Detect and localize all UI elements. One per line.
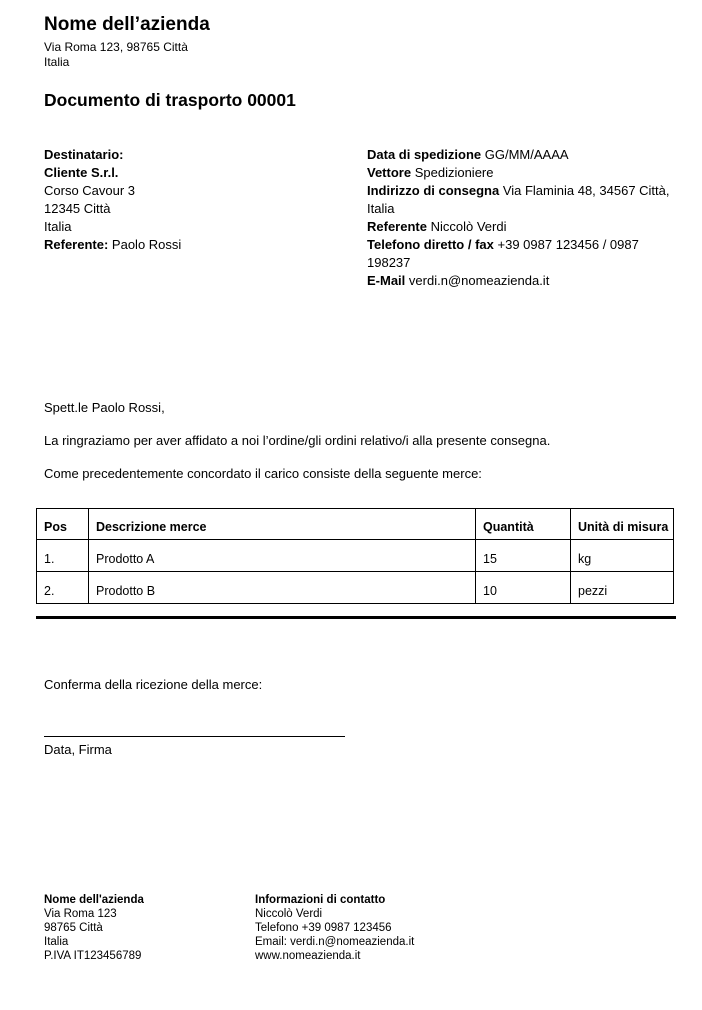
letter-body [44,399,664,498]
footer-company-name: Nome dell'azienda [44,894,144,906]
confirmation-label: Conferma della ricezione della merce: [44,677,263,692]
recipient-contact-value: Paolo Rossi [111,237,182,252]
shipping-field-value: Spedizioniere [414,165,494,180]
col-header-unit: Unità di misura [571,509,674,540]
shipping-field-label: E-Mail [367,273,406,288]
col-header-quantity: Quantità [476,509,571,540]
company-address-line: Via Roma 123, 98765 Città [44,40,188,54]
goods-table [36,508,674,604]
signature-caption: Data, Firma [44,742,112,757]
shipping-field-delivery-address [367,182,679,218]
table-row [37,572,674,604]
recipient-contact [44,236,367,254]
footer-contact-phone: Telefono +39 0987 123456 [255,922,392,934]
cell-description: Prodotto B [89,572,476,604]
shipping-block [367,146,679,290]
cell-pos: 1. [37,540,89,572]
info-columns [44,146,679,290]
shipping-field-contact [367,218,679,236]
shipping-field-date [367,146,679,164]
shipping-field-phone-fax [367,236,679,272]
footer-company-country: Italia [44,936,69,948]
shipping-field-email [367,272,679,290]
cell-quantity: 15 [476,540,571,572]
cell-quantity: 10 [476,572,571,604]
company-country: Italia [44,55,70,69]
cell-unit: pezzi [571,572,674,604]
shipping-field-value: verdi.n@nomeazienda.it [408,273,550,288]
footer-contact-email: Email: verdi.n@nomeazienda.it [255,936,415,948]
recipient-city: 12345 Città [44,201,111,216]
footer-company-street: Via Roma 123 [44,908,117,920]
shipping-field-label: Referente [367,219,427,234]
shipping-field-label: Telefono diretto / fax [367,237,494,252]
page-footer [44,893,414,963]
recipient-street: Corso Cavour 3 [44,183,136,198]
thanks-paragraph: La ringraziamo per aver affidato a noi l’ordine/gli ordini relativo/i alla presente consegna. [44,433,551,448]
document-title: Documento di trasporto 00001 [44,90,296,110]
col-header-pos: Pos [37,509,89,540]
footer-contact-person: Niccolò Verdi [255,908,323,920]
footer-company-city: 98765 Città [44,922,103,934]
recipient-label: Destinatario: [44,147,124,162]
salutation: Spett.le Paolo Rossi, [44,400,165,415]
cell-unit: kg [571,540,674,572]
section-divider-rule [36,616,676,619]
shipping-field-value: Via Flaminia 48, 34567 Città, Italia [367,183,670,216]
footer-contact-block [255,893,414,963]
footer-contact-title: Informazioni di contatto [255,894,386,906]
cell-description: Prodotto A [89,540,476,572]
recipient-country: Italia [44,219,72,234]
goods-table-header-row [37,509,674,540]
shipping-field-label: Indirizzo di consegna [367,183,500,198]
shipping-field-label: Data di spedizione [367,147,482,162]
recipient-name: Cliente S.r.l. [44,165,119,180]
intro-paragraph: Come precedentemente concordato il carico consiste della seguente merce: [44,466,482,481]
shipping-field-value: Niccolò Verdi [430,219,507,234]
cell-pos: 2. [37,572,89,604]
footer-company-block [44,893,255,963]
footer-contact-website: www.nomeazienda.it [255,950,361,962]
recipient-block [44,146,367,290]
shipping-field-value: GG/MM/AAAA [484,147,569,162]
shipping-field-value: +39 0987 123456 / 0987 198237 [367,237,639,270]
company-name: Nome dell’azienda [44,14,210,35]
signature-line [44,736,345,737]
col-header-description: Descrizione merce [89,509,476,540]
shipping-field-label: Vettore [367,165,412,180]
footer-company-vat: P.IVA IT123456789 [44,950,142,962]
table-row [37,540,674,572]
shipping-field-carrier [367,164,679,182]
company-header [44,13,210,70]
recipient-contact-label: Referente: [44,237,109,252]
